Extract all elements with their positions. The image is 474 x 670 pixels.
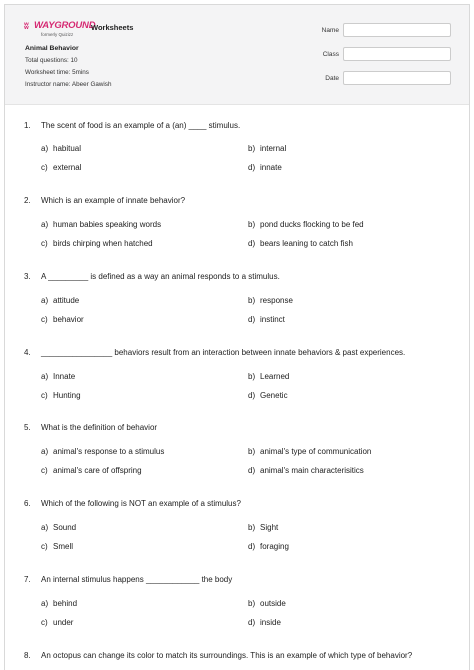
question-number: 2.: [24, 196, 31, 205]
name-field[interactable]: [343, 23, 451, 37]
option-letter: d): [248, 239, 256, 248]
option-text: animal's care of offspring: [53, 466, 142, 475]
question-number: 3.: [24, 272, 31, 281]
option-letter: d): [248, 391, 256, 400]
question-text: An internal stimulus happens ____________ the body: [41, 575, 233, 584]
option-b[interactable]: [248, 144, 286, 153]
brand-subtitle: formerly Quizizz: [41, 32, 74, 37]
worksheet-topic: Animal Behavior: [25, 45, 79, 52]
option-c[interactable]: [41, 618, 73, 627]
option-d[interactable]: [248, 163, 282, 172]
option-letter: d): [248, 163, 256, 172]
option-letter: d): [248, 618, 256, 627]
option-letter: b): [248, 220, 256, 229]
option-c[interactable]: [41, 315, 84, 324]
option-text: behavior: [53, 315, 84, 324]
option-text: foraging: [260, 542, 289, 551]
question-text: A _________ is defined as a way an animal responds to a stimulus.: [41, 272, 280, 281]
option-a[interactable]: [41, 599, 77, 608]
option-text: pond ducks flocking to be fed: [260, 220, 364, 229]
option-letter: c): [41, 239, 48, 248]
option-letter: a): [41, 296, 49, 305]
date-field[interactable]: [343, 71, 451, 85]
option-c[interactable]: [41, 163, 81, 172]
question-number: 5.: [24, 423, 31, 432]
question-text: ________________ behaviors result from an interaction between innate behaviors & past experiences.: [41, 348, 406, 357]
option-text: response: [260, 296, 293, 305]
option-letter: b): [248, 144, 256, 153]
option-letter: b): [248, 296, 256, 305]
option-text: animal's type of communication: [260, 447, 372, 456]
option-d[interactable]: [248, 466, 364, 475]
option-a[interactable]: [41, 372, 75, 381]
option-letter: d): [248, 466, 256, 475]
question-number: 4.: [24, 348, 31, 357]
option-letter: d): [248, 542, 256, 551]
option-text: Genetic: [260, 391, 288, 400]
option-text: Hunting: [53, 391, 81, 400]
option-letter: b): [248, 372, 256, 381]
option-letter: a): [41, 144, 49, 153]
date-label: Date: [325, 75, 339, 82]
option-d[interactable]: [248, 315, 285, 324]
option-b[interactable]: [248, 447, 371, 456]
option-text: under: [53, 618, 74, 627]
question-number: 7.: [24, 575, 31, 584]
worksheet-page: [4, 4, 470, 670]
question-text: Which is an example of innate behavior?: [41, 196, 186, 205]
worksheet-time: Worksheet time: 5mins: [25, 69, 89, 76]
option-text: animal's response to a stimulus: [53, 447, 165, 456]
total-questions: Total questions: 10: [25, 57, 78, 64]
brand-name: WAYGROUND: [34, 20, 96, 31]
name-label: Name: [321, 27, 339, 34]
question-number: 6.: [24, 499, 31, 508]
option-text: innate: [260, 163, 282, 172]
option-text: attitude: [53, 296, 80, 305]
option-text: animal's main characterisitics: [260, 466, 364, 475]
option-letter: a): [41, 447, 49, 456]
option-text: outside: [260, 599, 286, 608]
option-letter: a): [41, 372, 49, 381]
option-c[interactable]: [41, 391, 81, 400]
worksheet-header: [5, 5, 469, 105]
option-text: Learned: [260, 372, 290, 381]
option-letter: d): [248, 315, 256, 324]
option-letter: c): [41, 315, 48, 324]
option-letter: c): [41, 391, 48, 400]
class-label: Class: [322, 51, 339, 58]
worksheets-title: Worksheets: [91, 23, 134, 32]
option-text: birds chirping when hatched: [53, 239, 153, 248]
option-letter: c): [41, 163, 48, 172]
option-text: instinct: [260, 315, 285, 324]
question-number: 1.: [24, 121, 31, 130]
option-d[interactable]: [248, 618, 281, 627]
question-number: 8.: [24, 651, 31, 660]
option-letter: c): [41, 542, 48, 551]
option-d[interactable]: [248, 542, 289, 551]
option-b[interactable]: [248, 599, 286, 608]
option-text: internal: [260, 144, 287, 153]
option-text: Innate: [53, 372, 76, 381]
option-d[interactable]: [248, 239, 353, 248]
option-a[interactable]: [41, 523, 76, 532]
option-c[interactable]: [41, 239, 153, 248]
question-text: Which of the following is NOT an example of a stimulus?: [41, 499, 241, 508]
option-a[interactable]: [41, 447, 164, 456]
option-letter: c): [41, 466, 48, 475]
option-a[interactable]: [41, 220, 161, 229]
option-text: bears leaning to catch fish: [260, 239, 353, 248]
option-letter: a): [41, 220, 49, 229]
class-field[interactable]: [343, 47, 451, 61]
brand-logo: [24, 20, 96, 40]
brand-mark-icon: ʬ: [24, 21, 29, 31]
option-letter: a): [41, 523, 49, 532]
question-text: What is the definition of behavior: [41, 423, 158, 432]
option-b[interactable]: [248, 220, 364, 229]
question-text: The scent of food is an example of a (an) ____ stimulus.: [41, 121, 241, 130]
option-text: Smell: [53, 542, 74, 551]
option-text: Sound: [53, 523, 77, 532]
option-text: habitual: [53, 144, 82, 153]
option-a[interactable]: [41, 296, 79, 305]
instructor-name: Instructor name: Abeer Gawish: [25, 81, 112, 88]
option-text: human babies speaking words: [53, 220, 162, 229]
option-text: behind: [53, 599, 78, 608]
option-c[interactable]: [41, 466, 142, 475]
option-b[interactable]: [248, 372, 289, 381]
option-c[interactable]: [41, 542, 73, 551]
option-letter: b): [248, 523, 256, 532]
option-text: external: [53, 163, 82, 172]
option-text: Sight: [260, 523, 279, 532]
option-b[interactable]: [248, 523, 278, 532]
question-text: An octopus can change its color to match its surroundings. This is an example of which type of behavior?: [41, 651, 413, 660]
option-a[interactable]: [41, 144, 81, 153]
option-letter: b): [248, 447, 256, 456]
option-text: inside: [260, 618, 281, 627]
option-letter: a): [41, 599, 49, 608]
option-letter: c): [41, 618, 48, 627]
option-d[interactable]: [248, 391, 288, 400]
option-letter: b): [248, 599, 256, 608]
option-b[interactable]: [248, 296, 293, 305]
